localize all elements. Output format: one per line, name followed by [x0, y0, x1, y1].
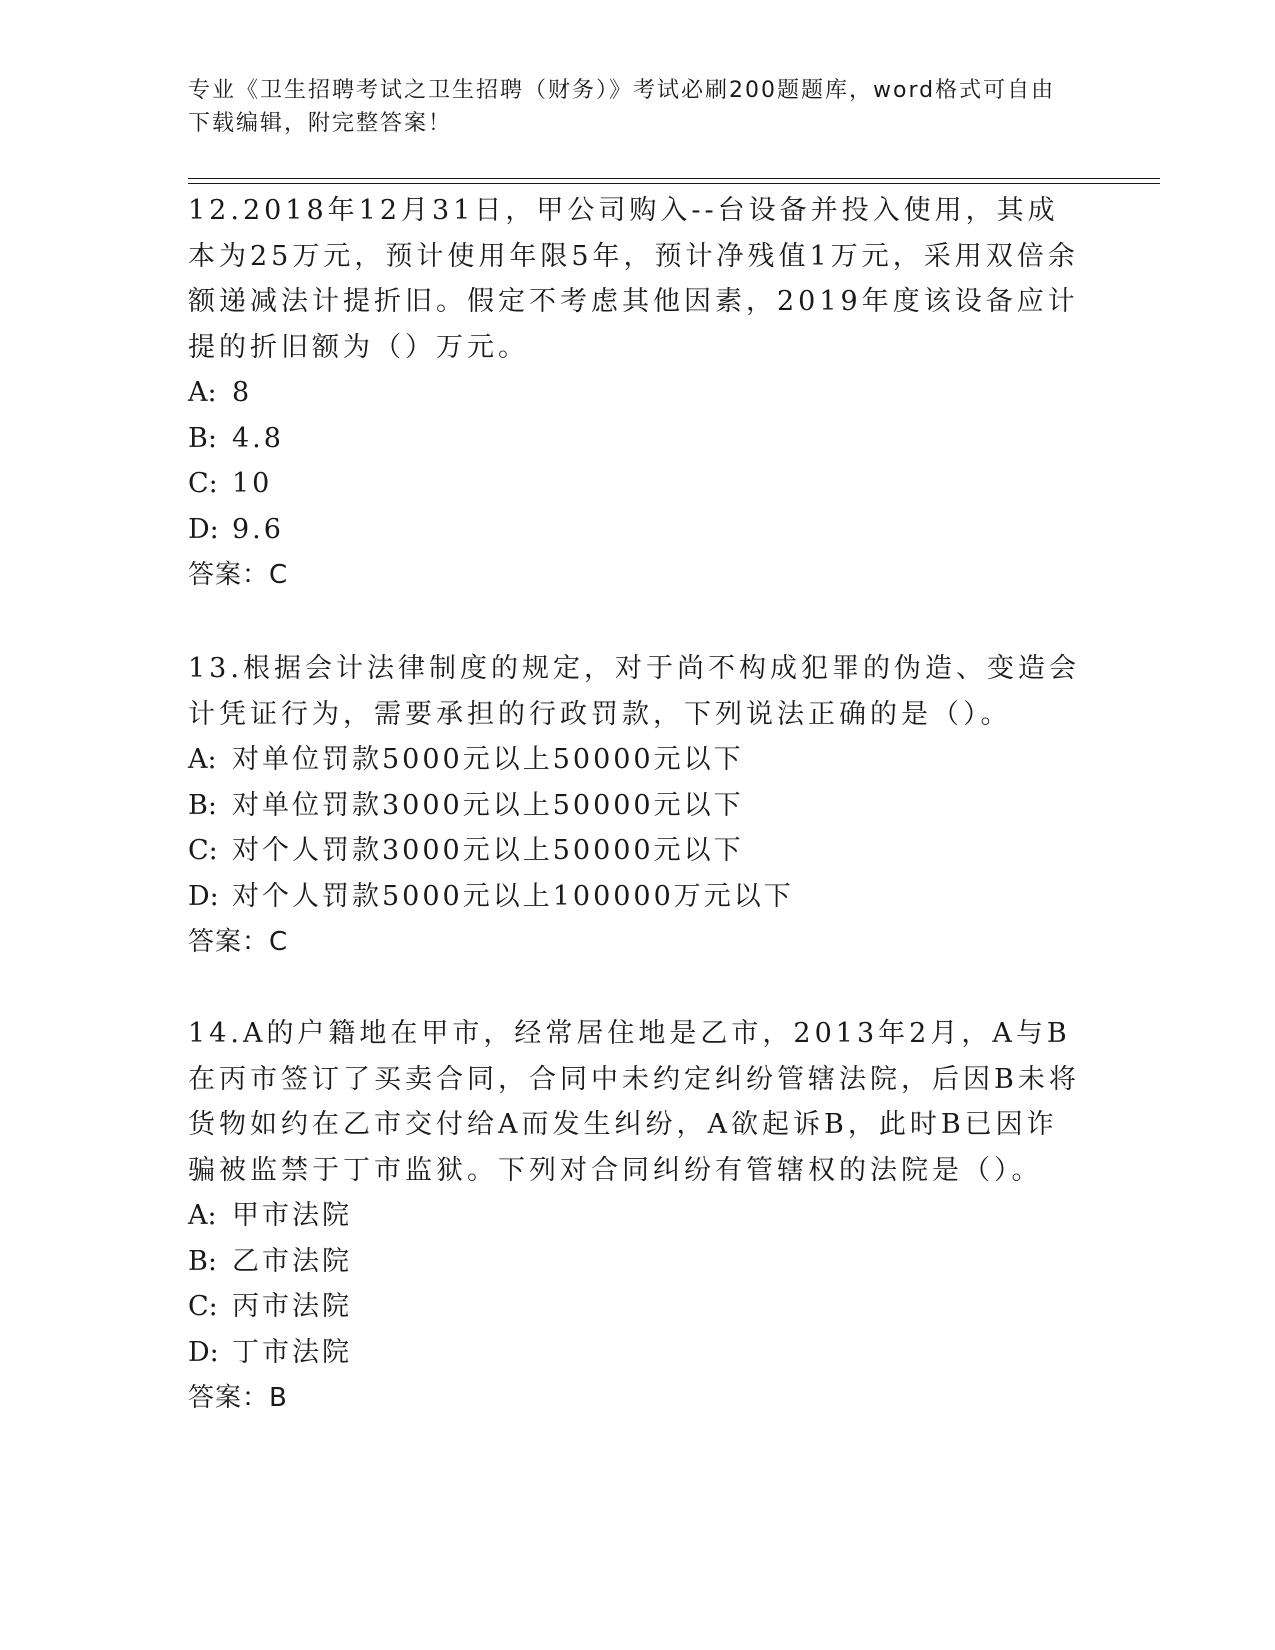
option-label: C: [188, 468, 218, 499]
option-label: C: [188, 1291, 218, 1322]
answer-line: 答案：B [188, 1383, 288, 1413]
option-b [188, 783, 1088, 829]
option-d [188, 1330, 1088, 1376]
document-header: 专业《卫生招聘考试之卫生招聘（财务）》考试必刷200题题库，word格式可自由下载编辑，附完整答案！ [188, 78, 1056, 136]
option-label: D: [188, 880, 219, 912]
option-d [188, 874, 1088, 920]
option-b [188, 416, 1088, 462]
option-label: A: [188, 1200, 217, 1231]
option-label: A: [188, 744, 217, 775]
answer-line: 答案：C [188, 927, 289, 957]
option-text: 丁市法院 [232, 1336, 352, 1368]
option-label: D: [188, 513, 219, 545]
question-text: 12.2018年12月31日，甲公司购入--台设备并投入使用，其成本为25万元，预计使用年限5年，预计净残值1万元，采用双倍余额递减法计提折旧。假定不考虑其他因素，2019年度该设备应计提的折旧额为（）万元。 [188, 195, 1079, 363]
option-text: 乙市法院 [232, 1245, 352, 1277]
option-label: A: [188, 377, 217, 408]
option-text: 10 [232, 468, 273, 499]
option-list [188, 370, 1088, 552]
question-text: 13.根据会计法律制度的规定，对于尚不构成犯罪的伪造、变造会计凭证行为，需要承担的行政罚款，下列说法正确的是（）。 [188, 653, 1080, 730]
question-13 [188, 646, 1088, 965]
option-label: B: [188, 422, 217, 454]
option-text: 对单位罚款3000元以上50000元以下 [232, 789, 744, 821]
option-list [188, 737, 1088, 919]
option-label: D: [188, 1336, 219, 1368]
option-label: B: [188, 789, 217, 821]
option-text: 4.8 [232, 422, 284, 454]
question-text: 14.A的户籍地在甲市，经常居住地是乙市，2013年2月，A与B在丙市签订了买卖合同，合同中未约定纠纷管辖法院，后因B未将货物如约在乙市交付给A而发生纠纷，A欲起诉B，此时B已因诈骗被监禁于丁市监狱。下列对合同纠纷有管辖权的法院是（）。 [188, 1018, 1080, 1186]
option-text: 8 [232, 377, 253, 408]
option-c [188, 828, 1088, 874]
header-divider-top [188, 178, 1160, 179]
option-text: 对单位罚款5000元以上50000元以下 [232, 744, 744, 775]
question-14 [188, 1011, 1088, 1421]
option-a [188, 1193, 1088, 1239]
option-label: C: [188, 835, 218, 866]
option-c [188, 461, 1088, 507]
option-list [188, 1193, 1088, 1375]
answer-line: 答案：C [188, 560, 289, 590]
option-b [188, 1239, 1088, 1285]
option-label: B: [188, 1245, 217, 1277]
option-c [188, 1284, 1088, 1330]
option-a [188, 370, 1088, 416]
option-a [188, 737, 1088, 783]
option-text: 对个人罚款3000元以上50000元以下 [232, 835, 744, 866]
header-divider-bottom [188, 183, 1160, 184]
question-12 [188, 188, 1088, 598]
option-d [188, 507, 1088, 553]
option-text: 9.6 [232, 513, 284, 545]
option-text: 丙市法院 [232, 1291, 352, 1322]
option-text: 甲市法院 [232, 1200, 352, 1231]
option-text: 对个人罚款5000元以上100000万元以下 [232, 880, 794, 912]
